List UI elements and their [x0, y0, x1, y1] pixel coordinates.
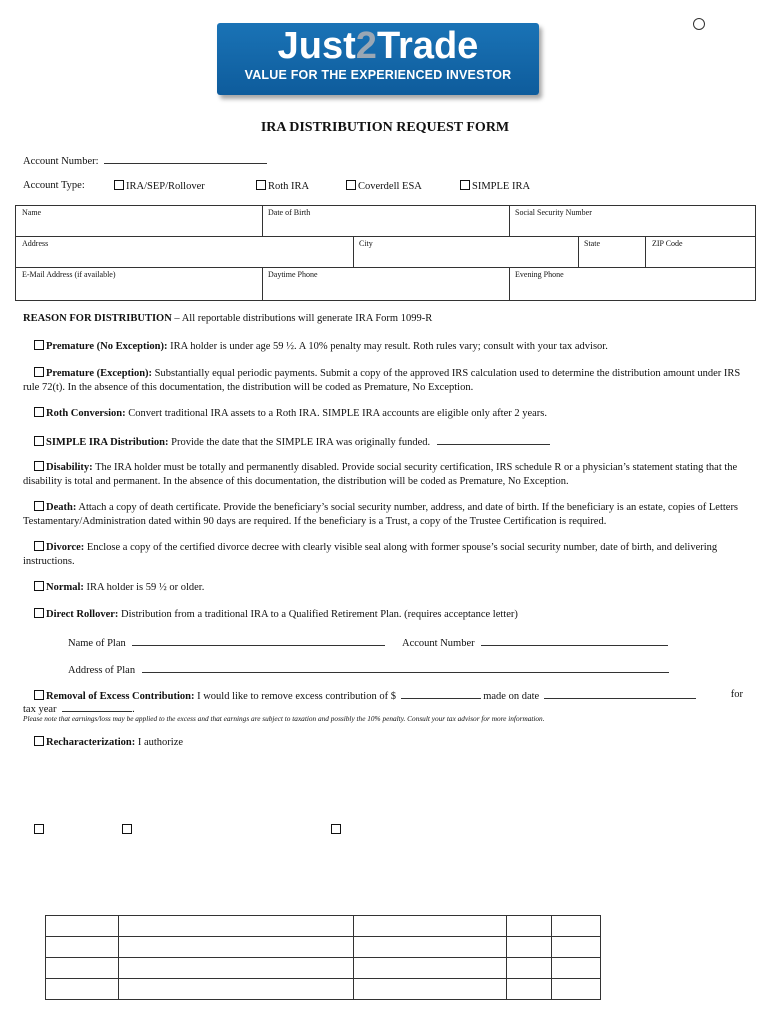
table-cell[interactable] [552, 916, 601, 937]
account-type-label: Account Type: [23, 180, 85, 191]
option-label: Recharacterization: [46, 737, 136, 748]
divider [578, 236, 579, 268]
plan-name-row [68, 635, 385, 649]
checkbox-icon[interactable] [460, 180, 470, 190]
account-type-label-text: SIMPLE IRA [472, 181, 531, 192]
table-cell[interactable] [507, 916, 552, 937]
simple-ira-date-field[interactable] [437, 434, 550, 445]
account-type-label-text: IRA/SEP/Rollover [126, 181, 205, 192]
option-text: Attach a copy of death certificate. Provide the beneficiary’s social security number, address, and date of birth. If the beneficiary is an estate, copies of Letters Testamentary/Administration dated within 90 days are required. If the beneficiary is a Trust, a copy of the Trustee Certification is required. [23, 502, 739, 527]
checkbox-icon[interactable] [114, 180, 124, 190]
checkbox-icon[interactable] [34, 581, 44, 591]
table-row [46, 916, 601, 937]
account-type-label-text: Roth IRA [268, 181, 310, 192]
tax-year-label: tax year [23, 704, 57, 715]
option-label: Direct Rollover: [46, 609, 119, 620]
option-roth-conversion [23, 407, 743, 421]
option-label: Death: [46, 502, 77, 513]
plan-address-label: Address of Plan [68, 665, 136, 676]
excess-date-field[interactable] [544, 688, 696, 699]
option-text: Enclose a copy of the certified divorce decree with clearly visible seal along with former spouse’s social security number, date of birth, and delivering instructions. [23, 542, 718, 567]
divider [262, 267, 263, 300]
account-type-label-text: Coverdell ESA [358, 181, 422, 192]
zip-field[interactable]: ZIP Code [652, 239, 683, 248]
option-text: Provide the date that the SIMPLE IRA was originally funded. [168, 437, 431, 448]
table-cell[interactable] [354, 937, 507, 958]
table-cell[interactable] [354, 958, 507, 979]
logo-text-just: Just [277, 25, 356, 67]
checkbox-icon[interactable] [34, 736, 44, 746]
tax-year-field[interactable] [62, 701, 132, 712]
table-cell[interactable] [46, 937, 119, 958]
option-label: Premature (Exception): [46, 368, 153, 379]
checkbox-icon[interactable] [34, 608, 44, 618]
dob-field[interactable]: Date of Birth [268, 208, 311, 217]
table-cell[interactable] [354, 916, 507, 937]
option-text: The IRA holder must be totally and permanently disabled. Provide social security certification, IRS schedule R or a physician’s statement stating that the disability is total and permanent. In the absence of this documentation, the distribution will be coded as Premature, No Exception. [23, 462, 738, 487]
plan-name-field[interactable] [132, 635, 385, 646]
checkbox-icon[interactable] [34, 340, 44, 350]
table-cell[interactable] [552, 979, 601, 1000]
option-divorce [23, 541, 743, 568]
bottom-grid-table [45, 915, 601, 1000]
option-text: IRA holder is under age 59 ½. A 10% penalty may result. Roth rules vary; consult with your tax advisor. [167, 341, 608, 352]
circle-icon [693, 18, 705, 30]
table-cell[interactable] [119, 916, 354, 937]
made-on-label: made on date [483, 691, 540, 702]
option-label: SIMPLE IRA Distribution: [46, 437, 169, 448]
checkbox-icon[interactable] [34, 461, 44, 471]
just2trade-logo [217, 23, 539, 95]
penalty-note: Please note that earnings/loss may be applied to the excess and that earnings are subject to taxation and possibly the 10% penalty. Consult your tax advisor for more information. [23, 714, 545, 723]
address-field[interactable]: Address [22, 239, 49, 248]
logo-wordmark [217, 25, 539, 67]
table-cell[interactable] [552, 937, 601, 958]
option-label: Disability: [46, 462, 93, 473]
divider [645, 236, 646, 268]
table-cell[interactable] [119, 958, 354, 979]
state-field[interactable]: State [584, 239, 600, 248]
option-label: Divorce: [46, 542, 85, 553]
table-cell[interactable] [46, 916, 119, 937]
option-recharacterization [23, 736, 743, 750]
plan-account-row [402, 635, 668, 649]
plan-name-label: Name of Plan [68, 638, 126, 649]
plan-address-row [68, 662, 669, 676]
divider [262, 205, 263, 237]
account-type-roth[interactable] [256, 180, 309, 192]
reason-heading [23, 313, 432, 324]
tax-year-period: . [132, 704, 135, 715]
plan-address-field[interactable] [142, 662, 669, 673]
evening-phone-field[interactable]: Evening Phone [515, 270, 564, 279]
option-death [23, 501, 743, 528]
name-field[interactable]: Name [22, 208, 42, 217]
table-cell[interactable] [119, 937, 354, 958]
option-text: Distribution from a traditional IRA to a Qualified Retirement Plan. (requires acceptance letter) [118, 609, 518, 620]
table-cell[interactable] [354, 979, 507, 1000]
divider [15, 236, 755, 237]
checkbox-icon[interactable] [34, 501, 44, 511]
table-cell[interactable] [507, 958, 552, 979]
checkbox-icon[interactable] [34, 824, 44, 834]
option-label: Removal of Excess Contribution: [46, 691, 195, 702]
reason-heading-text: – All reportable distributions will generate IRA Form 1099-R [171, 313, 433, 324]
option-text: Substantially equal periodic payments. Submit a copy of the approved IRS calculation used to determine the distribution amount under IRS rule 72(t). In the absence of this documentation, the distribution will be coded as Premature, No Exception. [23, 368, 741, 393]
logo-tagline: VALUE FOR THE EXPERIENCED INVESTOR [244, 68, 512, 82]
table-row [46, 979, 601, 1000]
option-text: I would like to remove excess contribution of $ [194, 691, 396, 702]
checkbox-icon[interactable] [346, 180, 356, 190]
option-premature-no-exception [23, 340, 743, 354]
plan-account-field[interactable] [481, 635, 668, 646]
account-number-label: Account Number: [23, 156, 99, 167]
option-label: Normal: [46, 582, 84, 593]
ssn-field[interactable]: Social Security Number [515, 208, 592, 217]
table-cell[interactable] [46, 958, 119, 979]
for-label: for [730, 689, 743, 700]
logo-text-2: 2 [355, 25, 377, 67]
option-text: I authorize [135, 737, 184, 748]
table-cell[interactable] [507, 979, 552, 1000]
table-cell[interactable] [119, 979, 354, 1000]
account-type-coverdell[interactable] [346, 180, 422, 192]
option-text: IRA holder is 59 ½ or older. [83, 582, 205, 593]
checkbox-icon[interactable] [256, 180, 266, 190]
email-field[interactable]: E-Mail Address (if available) [22, 270, 116, 279]
account-type-ira-sep[interactable] [114, 180, 205, 192]
table-cell[interactable] [46, 979, 119, 1000]
option-simple-ira [23, 434, 743, 450]
excess-amount-field[interactable] [401, 688, 481, 699]
account-type-simple[interactable] [460, 180, 530, 192]
tax-year-row [23, 701, 135, 715]
divider [509, 267, 510, 300]
checkbox-icon[interactable] [34, 690, 44, 700]
divider [353, 236, 354, 268]
option-premature-exception [23, 367, 743, 394]
option-label: Premature (No Exception): [46, 341, 168, 352]
page-title: IRA DISTRIBUTION REQUEST FORM [260, 120, 510, 135]
option-text: Convert traditional IRA assets to a Roth IRA. SIMPLE IRA accounts are eligible only after 2 years. [125, 408, 548, 419]
table-row [46, 937, 601, 958]
checkbox-icon[interactable] [331, 824, 341, 834]
option-direct-rollover [23, 608, 743, 622]
divider [509, 205, 510, 237]
table-row [46, 958, 601, 979]
checkbox-icon[interactable] [34, 436, 44, 446]
checkbox-icon[interactable] [34, 541, 44, 551]
table-cell[interactable] [552, 958, 601, 979]
divider [15, 267, 755, 268]
option-disability [23, 461, 743, 488]
plan-account-label: Account Number [402, 638, 475, 649]
table-cell[interactable] [507, 937, 552, 958]
reason-heading-bold: REASON FOR DISTRIBUTION [23, 313, 172, 324]
option-normal [23, 581, 743, 595]
account-number-row [23, 153, 267, 167]
city-field[interactable]: City [359, 239, 373, 248]
daytime-phone-field[interactable]: Daytime Phone [268, 270, 318, 279]
account-number-field[interactable] [104, 153, 267, 164]
checkbox-icon[interactable] [122, 824, 132, 834]
checkbox-icon[interactable] [34, 407, 44, 417]
option-label: Roth Conversion: [46, 408, 126, 419]
checkbox-icon[interactable] [34, 367, 44, 377]
logo-text-trade: Trade [376, 25, 479, 67]
